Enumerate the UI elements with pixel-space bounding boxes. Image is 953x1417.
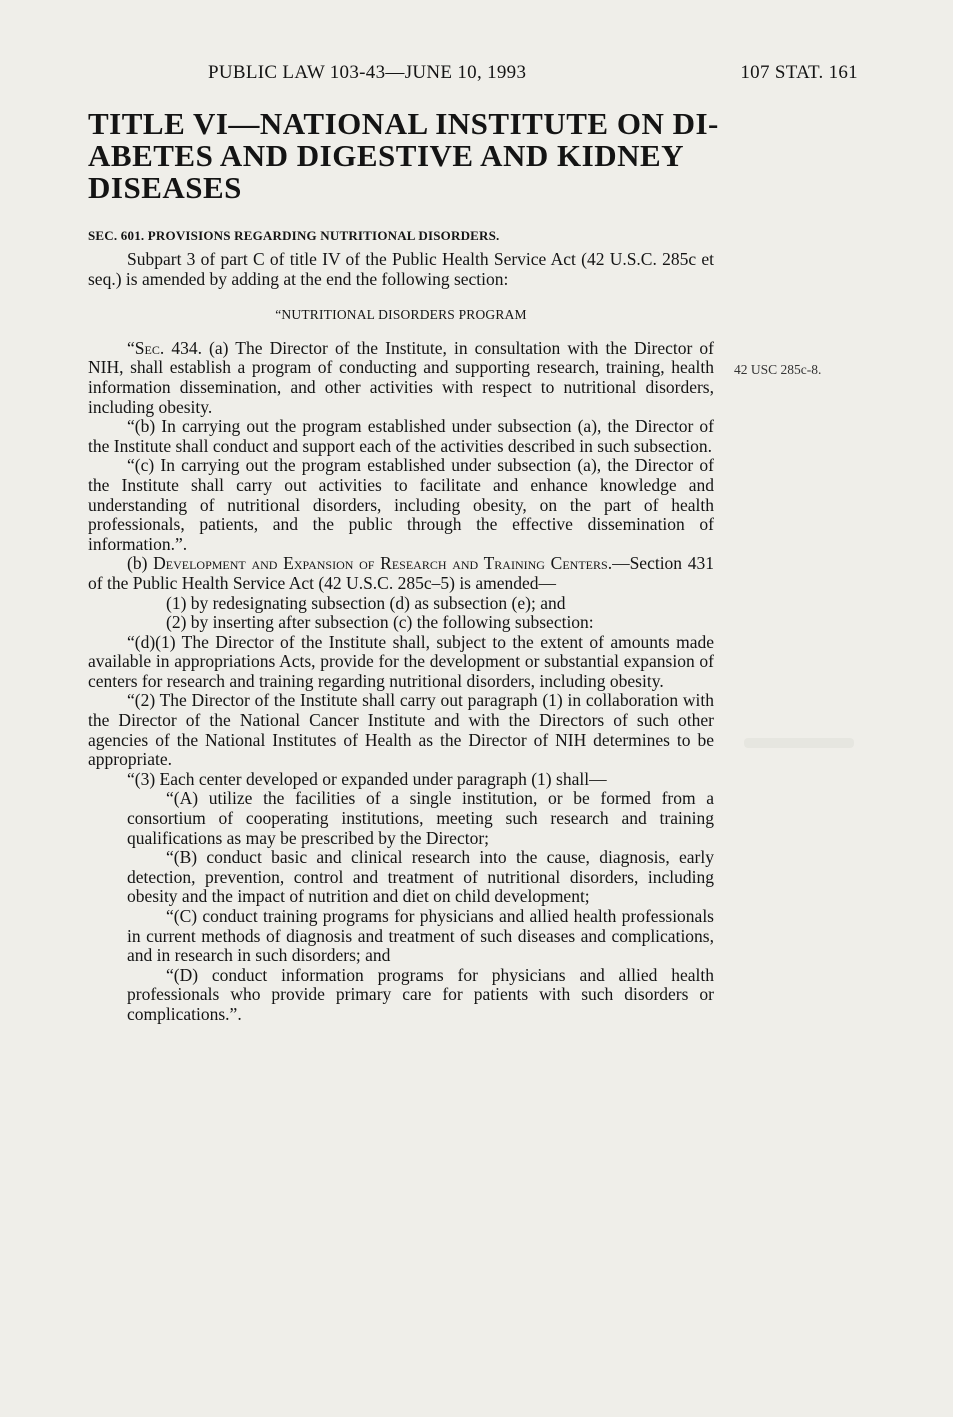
title-line: TITLE VI—NATIONAL INSTITUTE ON DI- xyxy=(88,106,719,141)
scan-smudge xyxy=(744,738,854,748)
margin-citation: 42 USC 285c-8. xyxy=(734,362,822,377)
open-quote: “ xyxy=(127,337,135,358)
program-heading: “NUTRITIONAL DISORDERS PROGRAM xyxy=(275,307,527,323)
clause-c: “(C) conduct training programs for physicians and allied health professionals in current methods of diagnosis and treatment of such diseases and complications, and in research in such disorders; and xyxy=(127,906,714,966)
amendment-label: (b) xyxy=(127,553,154,574)
running-title: PUBLIC LAW 103-43—JUNE 10, 1993 xyxy=(208,62,527,83)
paragraph-subsection-b: “(b) In carrying out the program established under subsection (a), the Director of the Institute shall conduct and support each of the activities described in such subsection. xyxy=(88,416,714,456)
list-item: (2) by inserting after subsection (c) the following subsection: xyxy=(166,612,594,633)
paragraph-d1: “(d)(1) The Director of the Institute shall, subject to the extent of amounts made available in appropriations Acts, provide for the development or substantial expansion of centers for research and training regarding nutritional disorders, including obesity. xyxy=(88,631,714,691)
paragraph-amendment-b xyxy=(88,554,714,593)
paragraph-d3: “(3) Each center developed or expanded under paragraph (1) shall— xyxy=(127,768,607,789)
sec-434-text: . 434. (a) The Director of the Institute, in consultation with the Director of NIH, shall establish a program of conducting and supporting research, training, health information dissemination, and other activities with respect to nutritional disorders, including obesity. xyxy=(88,337,714,417)
paragraph-d2: “(2) The Director of the Institute shall carry out paragraph (1) in collaboration with the Director of the National Cancer Institute and with the Directors of such other agencies of the National Institutes of Health as the Director of NIH determines to be appropriate. xyxy=(88,690,714,770)
sec-abbrev: Sec xyxy=(134,337,160,358)
clause-b: “(B) conduct basic and clinical research into the cause, diagnosis, early detection, prevention, control and treatment of nutritional disorders, including obesity and the impact of nutrition and diet on child development; xyxy=(127,847,714,907)
running-header xyxy=(88,62,858,86)
clause-d: “(D) conduct information programs for physicians and allied health professionals who provide primary care for patients with such disorders or complications.”. xyxy=(127,964,714,1024)
paragraph-subsection-c: “(c) In carrying out the program established under subsection (a), the Director of the Institute shall carry out activities to facilitate and enhance knowledge and understanding of nutritional disorders, including obesity, on the part of health professionals, patients, and the public through the effective dissemination of information.”. xyxy=(88,455,714,554)
amendment-heading: Development and Expansion of Research and Training Centers xyxy=(153,553,608,574)
stat-reference: 107 STAT. 161 xyxy=(740,62,858,83)
paragraph-intro: Subpart 3 of part C of title IV of the Public Health Service Act (42 U.S.C. 285c et seq.) is amended by adding at the end the following section: xyxy=(88,249,714,289)
title-line: ABETES AND DIGESTIVE AND KIDNEY xyxy=(88,138,685,173)
title-heading xyxy=(88,108,728,204)
list-item: (1) by redesignating subsection (d) as subsection (e); and xyxy=(166,592,566,613)
clause-a: “(A) utilize the facilities of a single institution, or be formed from a consortium of cooperating institutions, meeting such research and training qualifications as may be prescribed by the Director; xyxy=(127,788,714,848)
section-heading: SEC. 601. PROVISIONS REGARDING NUTRITIONAL DISORDERS. xyxy=(88,228,500,243)
title-line: DISEASES xyxy=(88,170,242,205)
amendment-text: .—Section 431 of the Public Health Service Act (42 U.S.C. 285c–5) is amended— xyxy=(88,553,715,593)
paragraph-sec-434 xyxy=(88,339,714,417)
body-text xyxy=(88,250,714,1025)
